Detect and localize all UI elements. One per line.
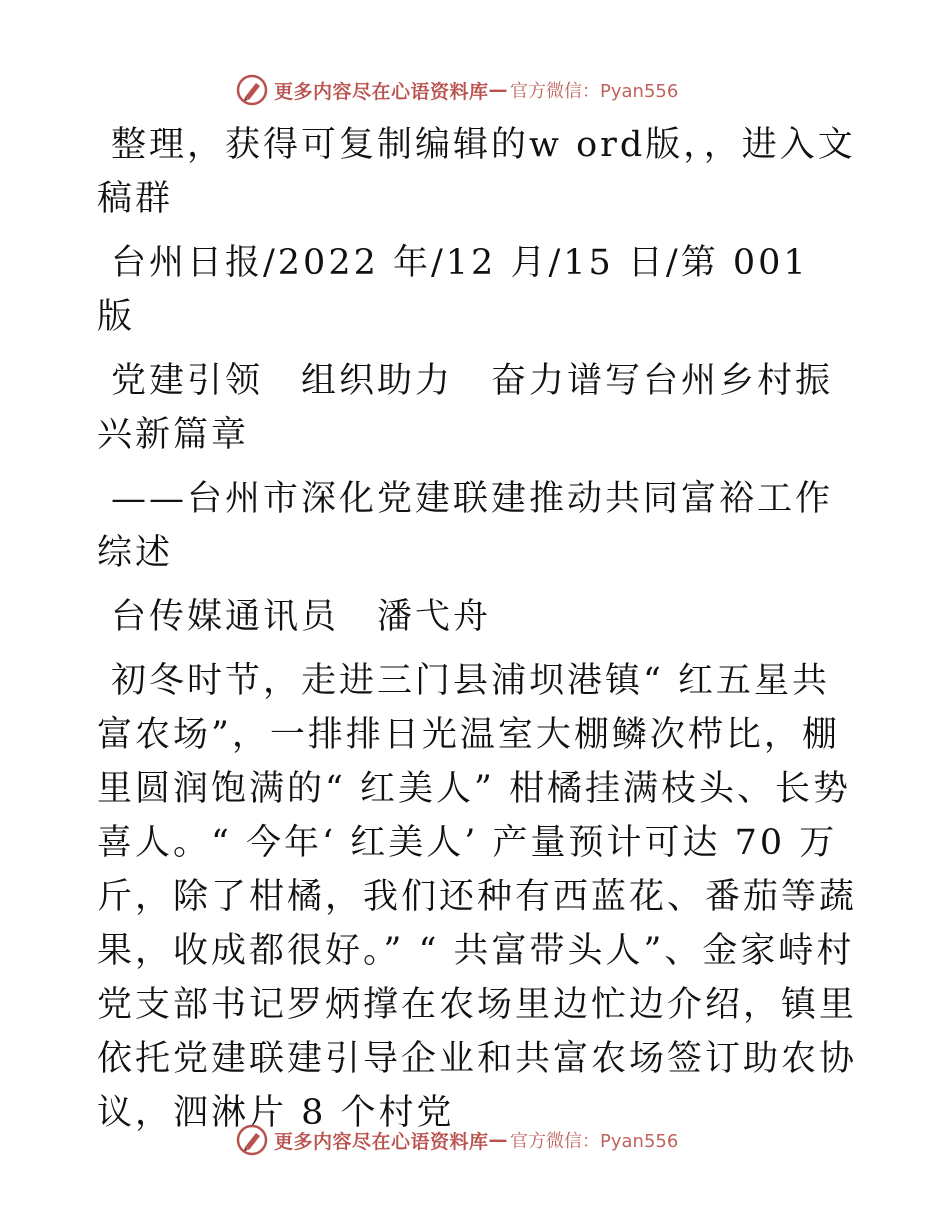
- watermark-separator: —: [488, 1129, 509, 1151]
- pen-logo-icon: [236, 74, 268, 106]
- watermark-text: 更多内容尽在心语资料库: [274, 1130, 489, 1153]
- header-watermark: [236, 73, 678, 107]
- article-title: 党建引领 组织助力 奋力谱写台州乡村振兴新篇章: [97, 361, 834, 455]
- body-paragraph: 初冬时节，走进三门县浦坝港镇“ 红五星共富农场”，一排排日光温室大棚鳞次栉比，棚里圆润饱满的“ 红美人” 柑橘挂满枝头、长势喜人。“ 今年‘ 红美人’ 产量预计可达 70 万斤，除了柑橘，我们还种有西蓝花、番茄等蔬果，收成都很好。” “ 共富带头人”、金家峙村党支部书记罗炳撑在农场里边忙边介绍，镇里依托党建联建引导企业和共富农场签订助农协议，泗淋片 8 个村党: [97, 661, 858, 1133]
- watermark-wechat: 官方微信：Pyan556: [510, 81, 679, 102]
- article-subtitle: ——台州市深化党建联建推动共同富裕工作综述: [97, 479, 834, 573]
- footer-watermark: [236, 1123, 678, 1157]
- publication-line: 台州日报/2022 年/12 月/15 日/第 001 版: [97, 243, 809, 337]
- byline: 台传媒通讯员 潘弋舟: [111, 597, 492, 637]
- intro-note: 整理，获得可复制编辑的w ord版，，进入文稿群: [97, 125, 856, 219]
- watermark-text: 更多内容尽在心语资料库: [274, 80, 489, 103]
- watermark-wechat: 官方微信：Pyan556: [510, 1131, 679, 1152]
- pen-logo-icon: [236, 1124, 268, 1156]
- document-body: [97, 118, 857, 1140]
- watermark-separator: —: [488, 79, 509, 101]
